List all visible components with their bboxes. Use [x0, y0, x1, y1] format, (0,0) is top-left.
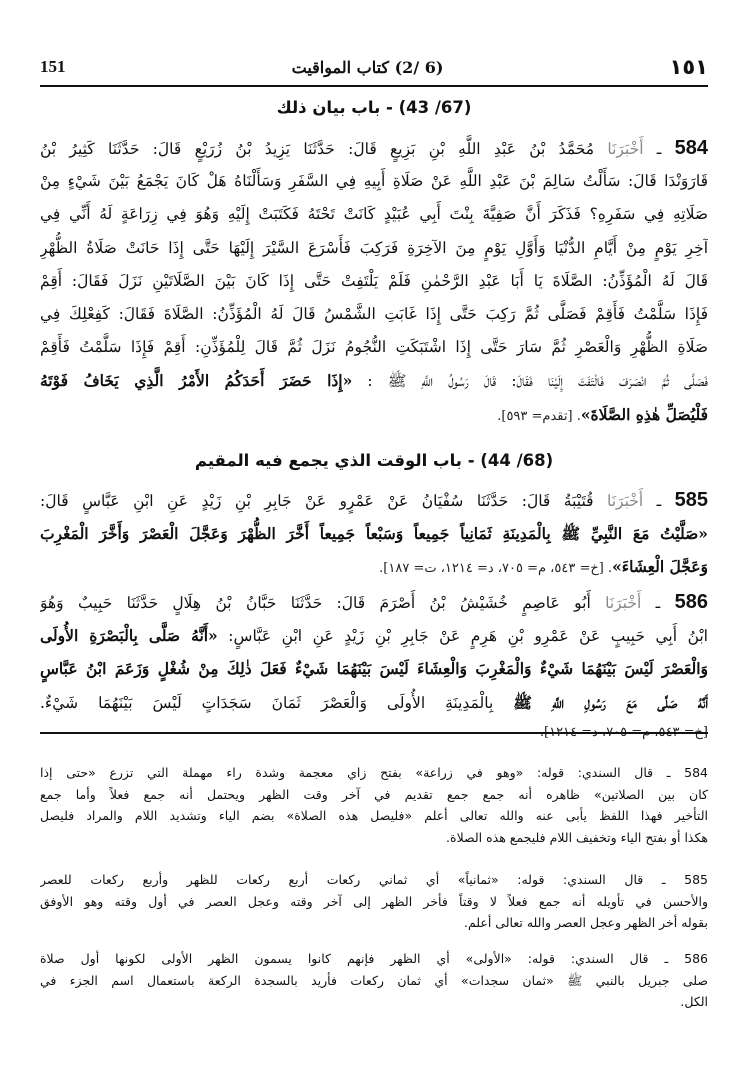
prophetic-saying: فَلْيُصَلِّ هٰذِهِ الصَّلَاةَ» — [580, 404, 708, 424]
hadith-line — [40, 619, 708, 652]
hadith-line — [40, 232, 708, 265]
hadith-line — [40, 265, 708, 298]
hadith-line — [40, 298, 708, 331]
section-title-43: (67/ 43) - باب بيان ذلك — [276, 98, 472, 117]
footnote-line: كان بين الصلاتين» ظاهره أنه جمع جمع تقديم في آخر وقت الظهر ويحتمل أنه جمع فعلاً وأما جمع — [40, 786, 708, 802]
footnote-line: 585 ـ قال السندي: قوله: «ثمانياً» أي ثماني ركعات أربع ركعات للظهر وأربع ركعات للعصر — [40, 872, 708, 887]
companion-saying: «أَنَّهُ صَلَّى بِالْبَصْرَةِ الأُولَى — [40, 626, 218, 646]
dash: ـ — [641, 594, 661, 612]
hadith-line — [40, 198, 708, 231]
hadith-586 — [40, 586, 708, 743]
dash: ـ — [643, 492, 662, 510]
hadith-text: قُتَيْبَةُ قَالَ: حَدَّثَنَا سُفْيَانُ عَنْ عَمْرٍو عَنْ جَابِرِ بْنِ زَيْدٍ عَنِ ابْنِ عَبَّاسٍ قَالَ: — [40, 492, 607, 510]
dash: ـ — [643, 140, 662, 158]
footnote-585 — [40, 869, 708, 934]
hadith-text: بِالْمَدِينَةِ الأُولَى وَالْعَصْرَ ثَمَانَ سَجَدَاتٍ لَيْسَ بَيْنَهُمَا شَيْءٌ. — [40, 693, 514, 712]
footnote-line: الكل. — [680, 994, 708, 1009]
cross-reference: . [خ= ٥٤٣، م= ٧٠٥، د= ١٢١٤، ت= ١٨٧]. — [379, 561, 613, 577]
hadith-text: قَارَوَنْدَا قَالَ: سَأَلْتُ سَالِمَ بْنَ عَبْدِ اللَّهِ عَنْ صَلَاةِ أَبِيهِ فِي السَّفَرِ وَسَأَلْنَاهُ هَلْ كَانَ يَجْمَعُ بَيْنَ شَيْءٍ مِنْ — [40, 172, 708, 191]
hadith-line — [40, 517, 708, 550]
header-rule — [40, 85, 708, 87]
footnote-586 — [40, 948, 708, 1013]
companion-saying: وَالْعَصْرَ لَيْسَ بَيْنَهُمَا شَيْءٌ وَالْمَغْرِبَ وَالْعِشَاءَ لَيْسَ بَيْنَهُمَا شَيْءٌ فَعَلَ ذٰلِكَ مِنْ شُغْلٍ وَزَعَمَ ابْنُ عَبَّاسٍ — [40, 659, 708, 679]
hadith-number: 585 — [674, 489, 708, 511]
hadith-line — [40, 398, 708, 431]
page-header — [40, 52, 708, 82]
hadith-585 — [40, 484, 708, 584]
companion-saying: «صَلَّيْتُ مَعَ النَّبِيِّ ﷺ بِالْمَدِينَةِ ثَمَانِياً جَمِيعاً وَسَبْعاً جَمِيعاً أَخَّرَ الظُّهْرَ وَعَجَّلَ الْعَصْرَ وَأَخَّرَ الْمَغْرِبَ — [40, 524, 708, 544]
footnote-584 — [40, 762, 708, 848]
hadith-number: 584 — [674, 137, 708, 159]
footnote-rule — [40, 732, 708, 734]
footnote-line: التأخير فهذا اللفظ يأبى عنه والله تعالى أعلم «فليصل هذه الصلاة» بضم الياء وتشديد اللام والمراد فليصل — [40, 808, 708, 823]
running-title: (6 /2) كتاب المواقيت — [291, 57, 444, 77]
hadith-text: أَبُو عَاصِمٍ خُشَيْشُ بْنُ أَصْرَمَ قَالَ: حَدَّثَنَا حَبَّانُ بْنُ هِلَالٍ حَدَّثَنَا حَبِيبٌ وَهُوَ — [40, 594, 606, 612]
cross-reference: [خ= ٥٤٣، م= ٧٠٥، د= ١٢١٤]. — [539, 724, 708, 740]
prophetic-saying: «إِذَا حَضَرَ أَحَدَكُمُ الأَمْرُ الَّذِي يَخَافُ فَوْتَهُ — [40, 371, 353, 391]
page-number: 151 — [40, 57, 66, 76]
hadith-line — [40, 165, 708, 198]
hadith-text: آخِرِ يَوْمٍ مِنْ أَيَّامِ الدُّنْيَا وَأَوَّلِ يَوْمٍ مِنَ الآخِرَةِ فَرَكِبَ فَأَسْرَعَ السَّيْرَ إِلَيْهَا حَتَّى إِذَا حَانَتْ صَلَاةُ الظُّهْرِ — [40, 238, 708, 257]
akhbarana-keyword: أَخْبَرَنَا — [605, 594, 642, 612]
hadith-584 — [40, 132, 708, 431]
footnote-line: 584 ـ قال السندي: قوله: «وهو في زراعة» بفتح زاي معجمة وشدة راء مهملة التي تزرع «حتى إذا — [40, 765, 708, 780]
companion-saying: أَنَّهُ صَلَّى مَعَ رَسُولِ اللَّهِ ﷺ — [513, 692, 708, 712]
hadith-text: ابْنُ أَبِي حَبِيبٍ عَنْ عَمْرِو بْنِ هَرِمٍ عَنْ جَابِرِ بْنِ زَيْدٍ عَنِ ابْنِ عَبَّاسٍ: — [217, 627, 708, 646]
hadith-line — [40, 686, 708, 719]
hadith-text: صَلَاةِ الظُّهْرِ وَالْعَصْرِ ثُمَّ سَارَ حَتَّى إِذَا اشْتَبَكَتِ النُّجُومُ نَزَلَ ثُمَّ قَالَ لِلْمُؤَذِّنِ: أَقِمْ فَإِذَا سَلَّمْتُ فَأَقِمْ — [40, 338, 708, 357]
hadith-text: مُحَمَّدُ بْنُ عَبْدِ اللَّهِ بْنِ بَزِيعٍ قَالَ: حَدَّثَنَا يَزِيدُ بْنُ زُرَيْعٍ قَالَ: حَدَّثَنَا كَثِيرُ بْنُ — [40, 140, 608, 158]
cross-reference: . [تقدم= ٥٩٣]. — [497, 408, 581, 424]
hadith-line — [40, 331, 708, 364]
section-title-44: (68/ 44) - باب الوقت الذي يجمع فيه المقيم — [194, 451, 554, 470]
footnote-line: 586 ـ قال السندي: قوله: «الأولى» أي الظهر فإنهم كانوا يسمون الظهر الأولى لكونها أول صلاة — [40, 951, 708, 966]
footnote-line: بقوله أخر الظهر وعجل العصر والله تعالى أعلم. — [463, 915, 708, 930]
hadith-line — [40, 484, 708, 517]
hadith-text: قَالَ لَهُ الْمُؤَذِّنُ: الصَّلَاةَ يَا أَبَا عَبْدِ الرَّحْمٰنِ فَلَمْ يَلْتَفِتْ حَتَّى إِذَا كَانَ بَيْنَ الصَّلَاتَيْنِ نَزَلَ فَقَالَ: أَقِمْ — [40, 271, 708, 290]
hadith-text: فَصَلَّى ثُمَّ انْصَرَفَ فَالْتَفَتَ إِلَيْنَا فَقَالَ: قَالَ رَسُولُ اللَّهِ ﷺ : — [352, 372, 708, 391]
hadith-line — [40, 364, 708, 397]
footnote-line: والأحسن في تأويله أنه جمع فعلاً لا وقتاً فأخر الظهر إلى آخر وقته وعجل العصر في أول وقته وهو الأوفق — [40, 893, 708, 909]
hadith-line — [40, 550, 708, 583]
hadith-text: صَلَاتِهِ فِي سَفَرِهِ؟ فَذَكَرَ أَنَّ صَفِيَّةَ بِنْتَ أَبِي عُبَيْدٍ كَانَتْ تَحْتَهُ فَكَتَبَتْ إِلَيْهِ وَهُوَ فِي زِرَاعَةٍ لَهُ أَنِّي فِي — [40, 205, 708, 224]
akhbarana-keyword: أَخْبَرَنَا — [607, 492, 644, 510]
hadith-line — [40, 132, 708, 165]
hadith-text: فَإِذَا سَلَّمْتُ فَأَقِمْ فَصَلَّى ثُمَّ رَكِبَ حَتَّى إِذَا غَابَتِ الشَّمْسُ قَالَ لَهُ الْمُؤَذِّنُ: الصَّلَاةَ فَقَالَ: كَفِعْلِكَ فِي — [40, 304, 708, 323]
hadith-line — [40, 586, 708, 619]
akhbarana-keyword: أَخْبَرَنَا — [607, 140, 644, 158]
companion-saying: وَعَجَّلَ الْعِشَاءَ» — [612, 557, 708, 577]
hadith-line — [40, 719, 708, 743]
footnote-line: صلى جبريل بالنبي ﷺ «ثمان سجدات» أي ثمان ركعات فأريد بالسجدة الركعة باستعمال اسم الجزء في — [40, 972, 708, 988]
page-number-arabic: ١٥١ — [669, 55, 708, 79]
footnote-line: هكذا أو بفتح الياء وتخفيف اللام فليجمع هذه الصلاة. — [446, 829, 708, 845]
hadith-number: 586 — [674, 591, 708, 613]
hadith-line — [40, 652, 708, 685]
